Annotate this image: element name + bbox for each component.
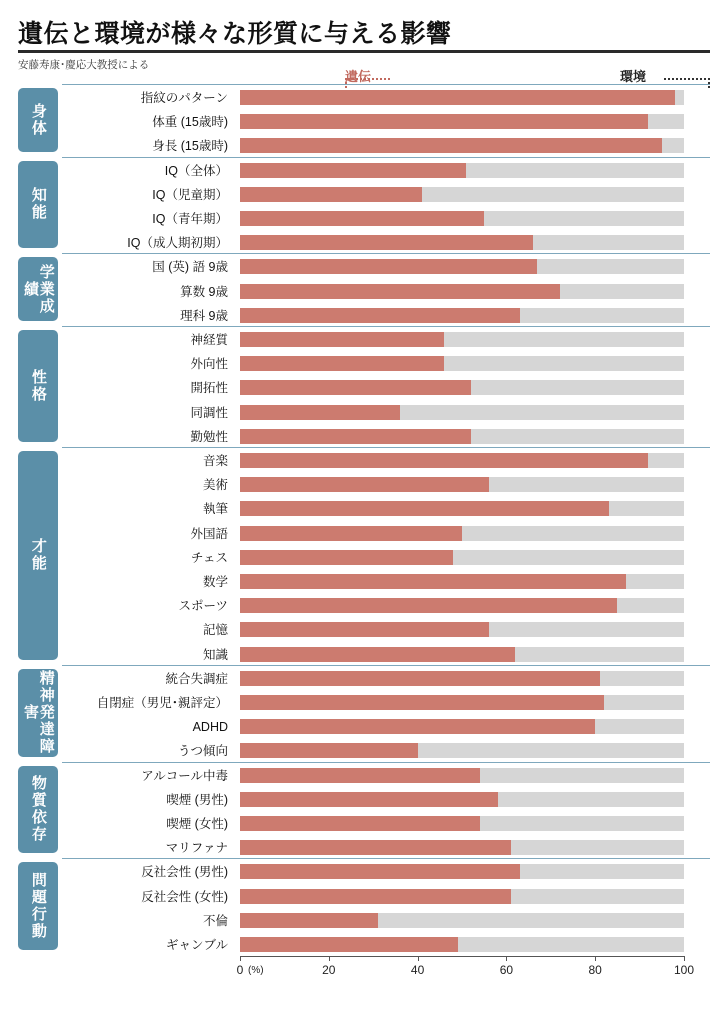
environment-bar — [240, 453, 684, 468]
environment-bar — [240, 622, 684, 637]
environment-bar — [240, 211, 684, 226]
group-divider — [62, 326, 710, 327]
row-label: 記憶 — [202, 623, 228, 638]
chart-row — [0, 862, 728, 882]
row-label: チェス — [190, 550, 228, 565]
x-axis-tick-label: 20 — [322, 963, 336, 978]
stacked-bar-chart — [0, 88, 728, 998]
legend-environment-label: 環境 — [620, 69, 647, 84]
chart-row — [0, 403, 728, 423]
genes-bar — [240, 598, 617, 613]
chart-row — [0, 669, 728, 689]
chart-row — [0, 378, 728, 398]
chart-row — [0, 88, 728, 108]
group-tab-label: 学業成績 — [22, 263, 55, 315]
genes-bar — [240, 356, 444, 371]
chart-row — [0, 354, 728, 374]
chart-row — [0, 451, 728, 471]
environment-bar — [240, 138, 684, 153]
x-axis-tick-label: 60 — [499, 963, 514, 978]
row-label: 反社会性 (男性) — [141, 865, 228, 880]
row-label: 外国語 — [190, 526, 228, 541]
genes-bar — [240, 526, 462, 541]
chart-row — [0, 620, 728, 640]
genes-bar — [240, 405, 400, 420]
row-label: 自閉症（男児･親評定） — [96, 696, 228, 710]
genes-bar — [240, 429, 471, 444]
environment-bar — [240, 719, 684, 734]
group-divider — [62, 665, 710, 666]
environment-bar — [240, 864, 684, 879]
environment-bar — [240, 816, 684, 831]
row-label: 美術 — [202, 478, 228, 493]
genes-bar — [240, 90, 675, 105]
row-label: 算数 9歳 — [180, 284, 228, 299]
genes-bar — [240, 332, 444, 347]
chart-row — [0, 645, 728, 665]
environment-bar — [240, 308, 684, 323]
x-axis-tick — [329, 956, 330, 961]
chart-row — [0, 257, 728, 277]
group-divider — [62, 447, 710, 448]
group-tab-label: 精神発達障害 — [22, 670, 55, 756]
group-tab-label: 物質依存 — [29, 775, 47, 844]
chart-row — [0, 911, 728, 931]
x-axis-tick-label: 100 — [673, 963, 695, 978]
genes-bar — [240, 211, 484, 226]
environment-bar — [240, 332, 684, 347]
genes-bar — [240, 622, 489, 637]
chart-row — [0, 475, 728, 495]
genes-bar — [240, 768, 480, 783]
x-axis-tick-label: 0 — [236, 963, 244, 978]
environment-bar — [240, 526, 684, 541]
row-label: IQ（青年期） — [152, 212, 228, 226]
genes-bar — [240, 719, 595, 734]
row-label: 喫煙 (女性) — [166, 817, 228, 831]
genes-bar — [240, 477, 489, 492]
chart-row — [0, 572, 728, 592]
legend-environment-leader-vertical — [708, 78, 710, 88]
row-label: スポーツ — [178, 599, 228, 614]
environment-bar — [240, 356, 684, 371]
chart-row — [0, 766, 728, 786]
row-label: 音楽 — [202, 454, 228, 468]
chart-row — [0, 524, 728, 544]
row-label: IQ（成人期初期） — [127, 236, 228, 251]
environment-bar — [240, 671, 684, 686]
row-label: ギャンブル — [165, 938, 228, 952]
row-label: 執筆 — [202, 502, 228, 517]
environment-bar — [240, 840, 684, 855]
environment-bar — [240, 90, 684, 105]
page-title: 遺伝と環境が様々な形質に与える影響 — [18, 20, 452, 48]
group-tab-label: 才能 — [29, 538, 47, 573]
environment-bar — [240, 889, 684, 904]
chart-row — [0, 136, 728, 156]
chart-row — [0, 741, 728, 761]
x-axis-tick-label: 80 — [588, 963, 602, 978]
environment-bar — [240, 768, 684, 783]
environment-bar — [240, 550, 684, 565]
row-label: 体重 (15歳時) — [152, 115, 228, 130]
row-label: 統合失調症 — [165, 671, 228, 686]
chart-row — [0, 693, 728, 713]
x-axis-tick-label: 40 — [410, 963, 425, 978]
row-label: 外向性 — [190, 357, 228, 372]
genes-bar — [240, 937, 458, 952]
environment-bar — [240, 380, 684, 395]
x-axis-unit-label: (%) — [248, 965, 264, 977]
genes-bar — [240, 840, 511, 855]
environment-bar — [240, 501, 684, 516]
row-label: 不倫 — [202, 913, 228, 928]
environment-bar — [240, 259, 684, 274]
environment-bar — [240, 792, 684, 807]
row-label: 反社会性 (女性) — [141, 889, 228, 904]
genes-bar — [240, 695, 604, 710]
genes-bar — [240, 163, 466, 178]
row-label: アルコール中毒 — [141, 768, 228, 783]
chart-row — [0, 233, 728, 253]
chart-row — [0, 814, 728, 834]
x-axis-tick — [418, 956, 419, 961]
genes-bar — [240, 743, 418, 758]
genes-bar — [240, 647, 515, 662]
row-label: IQ（全体） — [164, 163, 228, 178]
row-label: 指紋のパターン — [140, 91, 228, 105]
row-label: 理科 9歳 — [180, 308, 228, 323]
chart-row — [0, 790, 728, 810]
row-label: 同調性 — [190, 405, 228, 420]
genes-bar — [240, 380, 471, 395]
environment-bar — [240, 429, 684, 444]
genes-bar — [240, 453, 648, 468]
row-label: IQ（児童期） — [152, 187, 228, 202]
group-divider — [62, 858, 710, 859]
row-label: 知識 — [202, 647, 228, 662]
chart-row — [0, 596, 728, 616]
x-axis-tick — [506, 956, 507, 961]
genes-bar — [240, 187, 422, 202]
genes-bar — [240, 864, 520, 879]
chart-row — [0, 209, 728, 229]
genes-bar — [240, 792, 498, 807]
chart-row — [0, 499, 728, 519]
environment-bar — [240, 284, 684, 299]
group-tab-label: 問題行動 — [29, 872, 47, 941]
environment-bar — [240, 187, 684, 202]
group-divider — [62, 157, 710, 158]
chart-row — [0, 717, 728, 737]
genes-bar — [240, 114, 648, 129]
row-label: マリファナ — [165, 841, 228, 856]
chart-row — [0, 306, 728, 326]
row-label: 身長 (15歳時) — [152, 139, 228, 154]
row-label: 国 (英) 語 9歳 — [152, 260, 228, 275]
row-label: うつ傾向 — [177, 744, 228, 759]
row-label: 数学 — [202, 575, 228, 589]
chart-row — [0, 887, 728, 907]
row-label: 神経質 — [190, 333, 228, 347]
group-tab-label: 知能 — [29, 187, 47, 222]
legend-environment-leader — [664, 78, 710, 80]
group-divider — [62, 253, 710, 254]
genes-bar — [240, 259, 537, 274]
row-label: ADHD — [192, 720, 228, 735]
x-axis-tick — [595, 956, 596, 961]
chart-row — [0, 282, 728, 302]
chart-row — [0, 330, 728, 350]
row-label: 勤勉性 — [190, 429, 228, 444]
legend-genes-label: 遺伝 — [345, 69, 372, 84]
environment-bar — [240, 695, 684, 710]
genes-bar — [240, 574, 626, 589]
environment-bar — [240, 937, 684, 952]
genes-bar — [240, 235, 533, 250]
chart-row — [0, 548, 728, 568]
group-divider — [62, 762, 710, 763]
genes-bar — [240, 816, 480, 831]
environment-bar — [240, 235, 684, 250]
genes-bar — [240, 308, 520, 323]
environment-bar — [240, 647, 684, 662]
group-tab-label: 性格 — [29, 369, 47, 403]
chart-row — [0, 161, 728, 181]
environment-bar — [240, 598, 684, 613]
title-divider — [18, 50, 710, 53]
chart-row — [0, 427, 728, 447]
genes-bar — [240, 889, 511, 904]
genes-bar — [240, 550, 453, 565]
environment-bar — [240, 743, 684, 758]
environment-bar — [240, 477, 684, 492]
chart-row — [0, 112, 728, 132]
environment-bar — [240, 163, 684, 178]
environment-bar — [240, 913, 684, 928]
group-divider — [62, 84, 710, 85]
genes-bar — [240, 913, 378, 928]
row-label: 開拓性 — [190, 381, 228, 396]
genes-bar — [240, 501, 609, 516]
row-label: 喫煙 (男性) — [166, 792, 228, 807]
x-axis — [240, 956, 684, 957]
x-axis-tick — [240, 956, 241, 961]
environment-bar — [240, 114, 684, 129]
environment-bar — [240, 574, 684, 589]
chart-row — [0, 935, 728, 955]
source-credit: 安藤寿康･慶応大教授による — [18, 59, 150, 71]
genes-bar — [240, 138, 662, 153]
chart-row — [0, 838, 728, 858]
group-tab-label: 身体 — [29, 102, 47, 137]
environment-bar — [240, 405, 684, 420]
genes-bar — [240, 284, 560, 299]
genes-bar — [240, 671, 600, 686]
x-axis-tick — [684, 956, 685, 961]
chart-row — [0, 185, 728, 205]
